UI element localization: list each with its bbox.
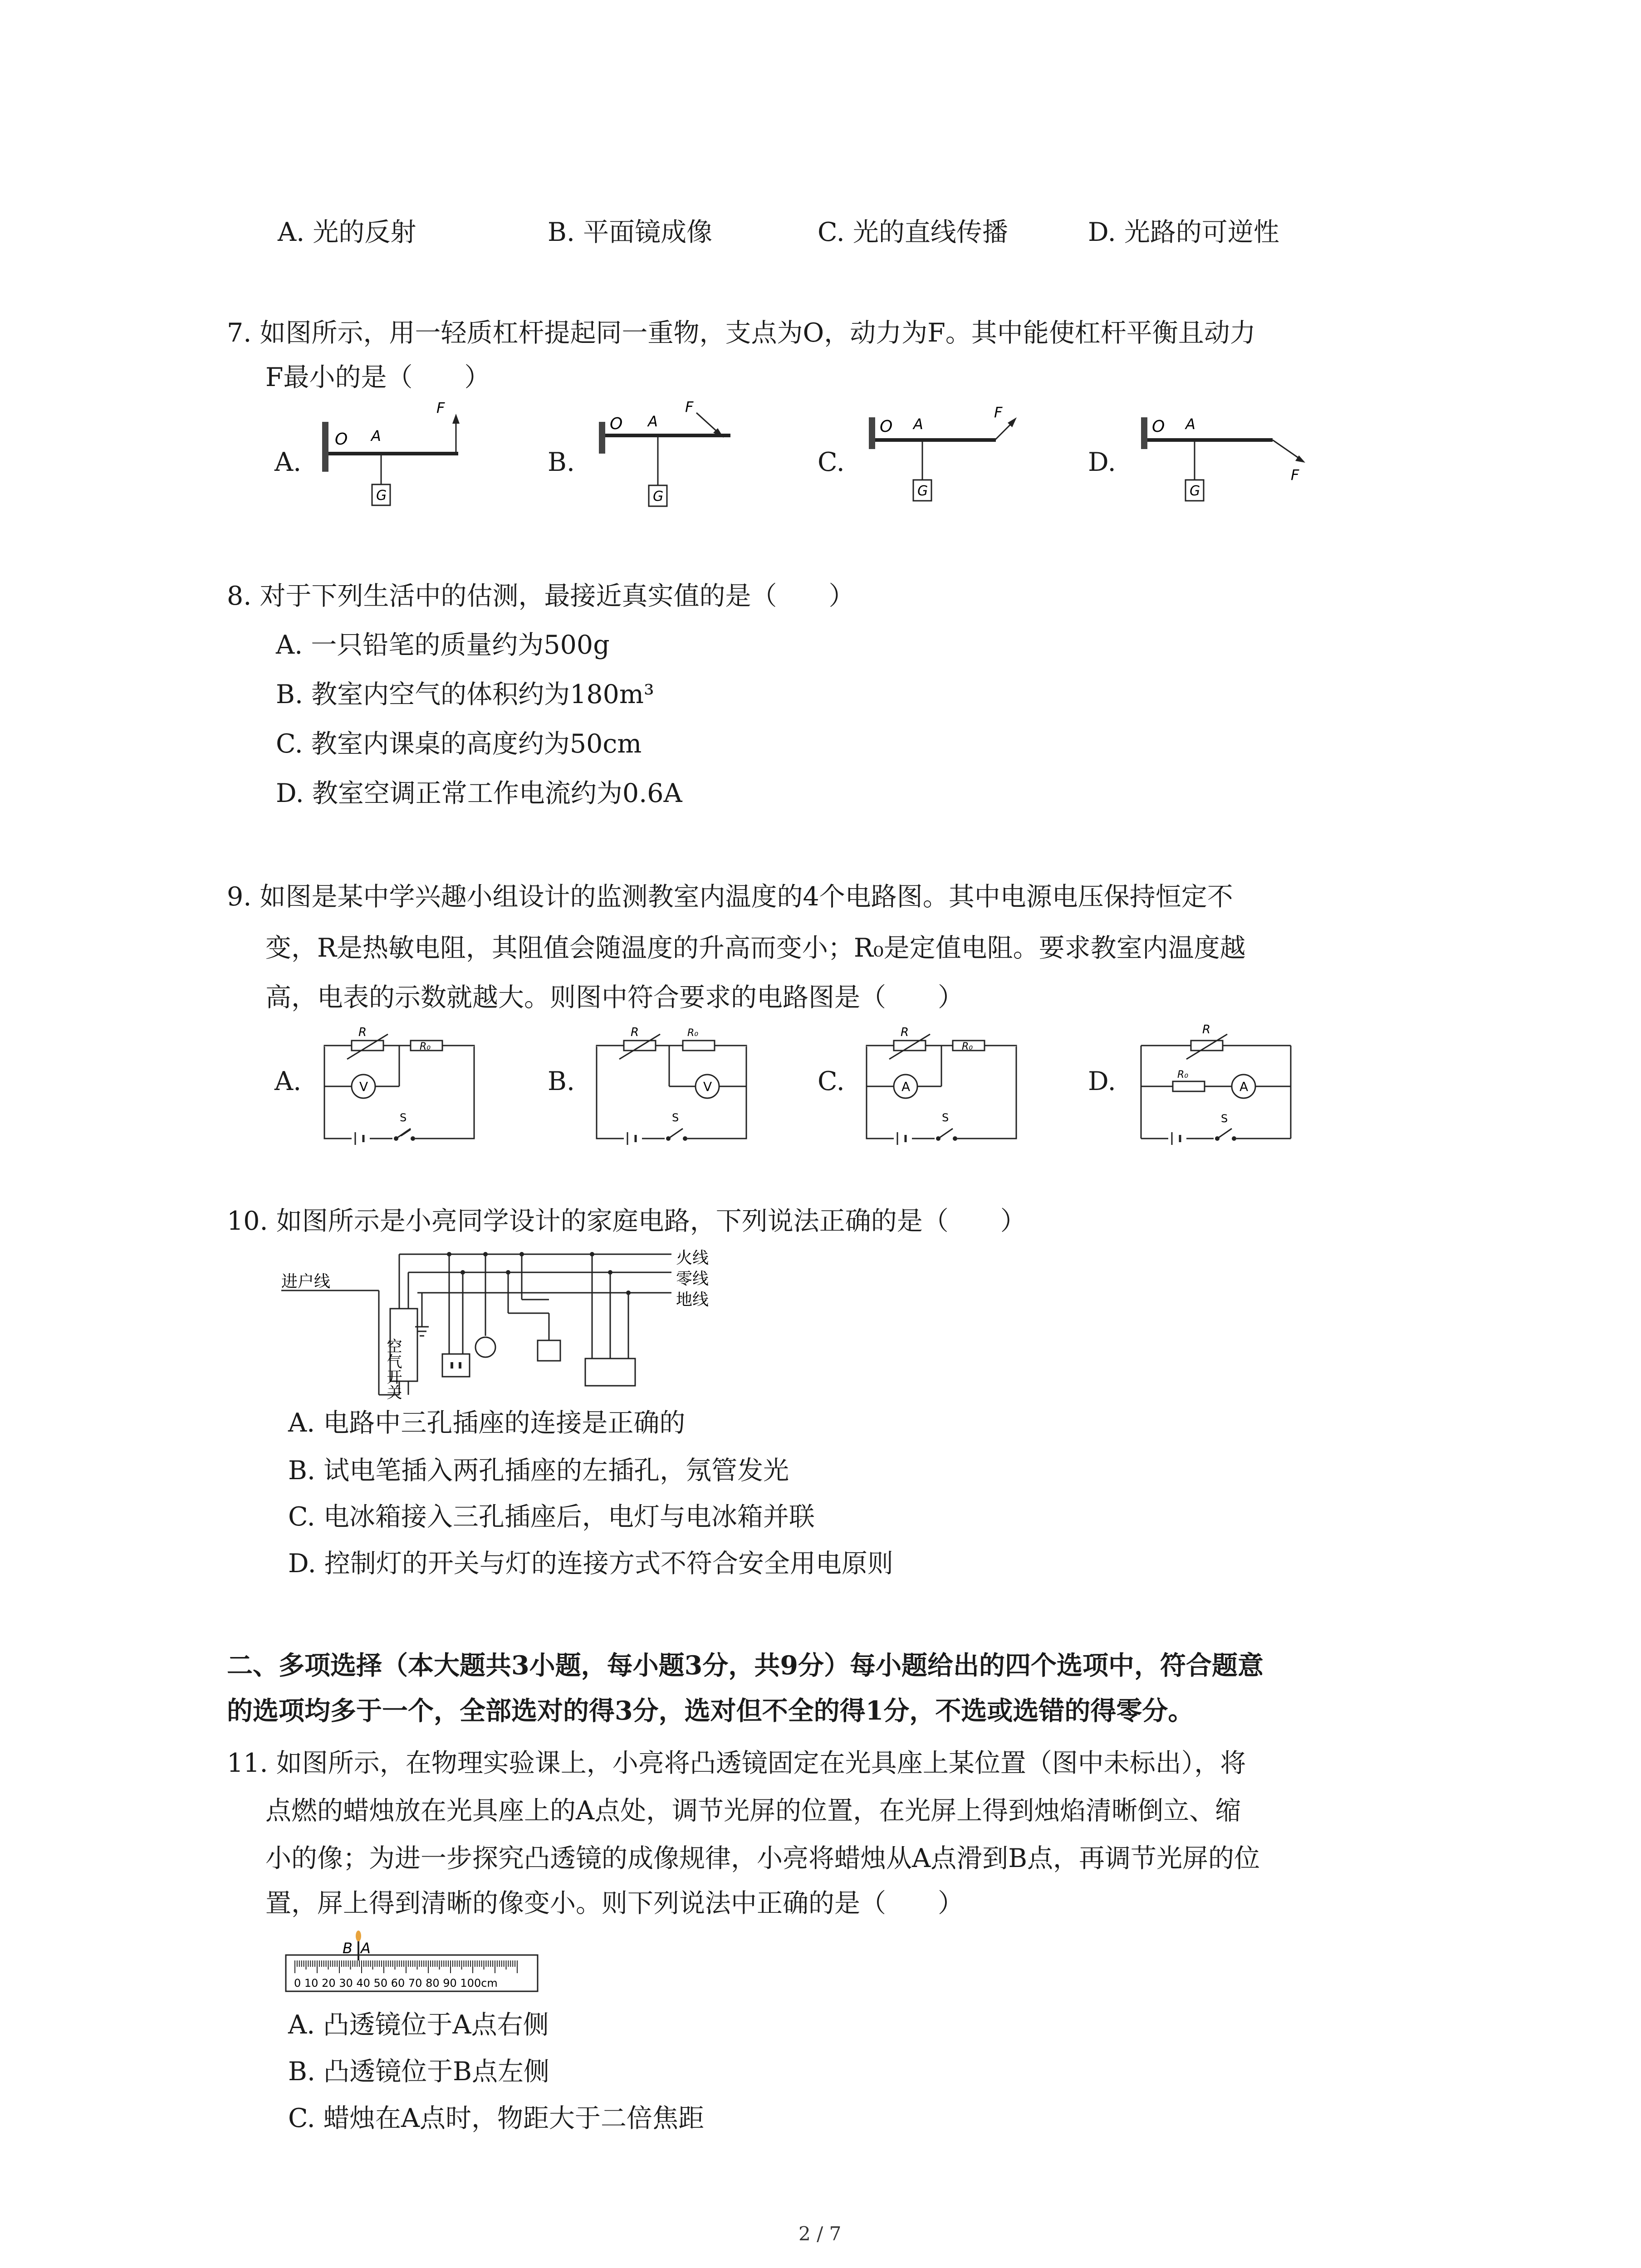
- resistor-label: R₀: [1177, 1069, 1189, 1080]
- voltmeter-label: V: [359, 1079, 368, 1094]
- q11-option-a: A. 凸透镜位于A点右侧: [288, 2010, 549, 2040]
- switch-label: S: [942, 1111, 949, 1124]
- q8-option-b: B. 教室内空气的体积约为180m³: [276, 679, 654, 709]
- q6-option-b: B. 平面镜成像: [548, 217, 713, 247]
- thermistor-label: R: [358, 1026, 367, 1039]
- pivot-label: O: [610, 415, 623, 433]
- q9-label-c: C.: [818, 1066, 845, 1096]
- q8-option-c: C. 教室内课桌的高度约为50cm: [276, 729, 642, 759]
- thermistor-label: R: [1202, 1023, 1211, 1036]
- resistor-label: R₀: [687, 1027, 699, 1039]
- thermistor-label: R: [631, 1026, 639, 1039]
- q9-label-b: B.: [548, 1066, 575, 1096]
- q11-stem-line4: 置，屏上得到清晰的像变小。则下列说法中正确的是（ ）: [265, 1888, 964, 1918]
- air-switch-label: 空气开关: [384, 1338, 402, 1400]
- point-b-label: B: [343, 1940, 353, 1957]
- q7-label-c: C.: [818, 447, 845, 477]
- q10-option-d: D. 控制灯的开关与灯的连接方式不符合安全用电原则: [288, 1549, 893, 1579]
- q7-label-b: B.: [548, 447, 575, 477]
- q11-stem-line1: 11. 如图所示，在物理实验课上，小亮将凸透镜固定在光具座上某位置（图中未标出），将: [227, 1748, 1246, 1778]
- circuit-figure-a: [320, 1025, 479, 1148]
- household-circuit-figure: [277, 1245, 730, 1408]
- q8-option-a: A. 一只铅笔的质量约为500g: [276, 630, 610, 660]
- live-wire-label: 火线: [676, 1249, 709, 1267]
- pivot-label: O: [1152, 417, 1165, 436]
- force-label: F: [685, 398, 694, 415]
- circuit-figure-d: [1136, 1016, 1300, 1148]
- neutral-wire-label: 零线: [676, 1270, 709, 1288]
- pivot-label: O: [880, 417, 893, 436]
- q8-stem: 8. 对于下列生活中的估测，最接近真实值的是（ ）: [227, 581, 855, 611]
- ammeter-label: A: [901, 1079, 911, 1094]
- switch-label: S: [672, 1111, 679, 1124]
- q9-label-d: D.: [1088, 1066, 1116, 1096]
- q11-stem-line3: 小的像；为进一步探究凸透镜的成像规律，小亮将蜡烛从A点滑到B点，再调节光屏的位: [265, 1843, 1260, 1873]
- scale-numbers: 0 10 20 30 40 50 60 70 80 90 100cm: [294, 1977, 498, 1989]
- q8-option-d: D. 教室空调正常工作电流约为0.6A: [276, 778, 682, 808]
- weight-label: G: [376, 488, 387, 503]
- q7-stem-line2: F最小的是（ ）: [265, 362, 490, 392]
- q9-stem-line1: 9. 如图是某中学兴趣小组设计的监测教室内温度的4个电路图。其中电源电压保持恒定不: [227, 882, 1233, 912]
- circuit-figure-b: [592, 1025, 751, 1148]
- q11-option-b: B. 凸透镜位于B点左侧: [288, 2057, 550, 2087]
- switch-label: S: [1221, 1112, 1228, 1125]
- q7-label-d: D.: [1088, 447, 1116, 477]
- thermistor-label: R: [901, 1026, 909, 1039]
- q7-stem-line1: 7. 如图所示，用一轻质杠杆提起同一重物，支点为O，动力为F。其中能使杠杆平衡且动力: [227, 318, 1256, 348]
- section2-heading-line1: 二、多项选择（本大题共3小题，每小题3分，共9分）每小题给出的四个选项中，符合题意: [227, 1650, 1264, 1681]
- point-a-label: A: [648, 413, 658, 430]
- optical-bench-figure: [281, 1928, 544, 2000]
- lever-figure-d: [1136, 404, 1332, 522]
- point-a-label: A: [1185, 415, 1195, 433]
- page-number: 2 / 7: [798, 2223, 842, 2245]
- q9-label-a: A.: [274, 1066, 302, 1096]
- point-a-label: A: [913, 415, 923, 433]
- q10-option-a: A. 电路中三孔插座的连接是正确的: [288, 1408, 686, 1438]
- resistor-label: R₀: [962, 1041, 973, 1052]
- q7-label-a: A.: [274, 447, 302, 477]
- weight-label: G: [917, 483, 928, 499]
- pivot-label: O: [335, 430, 348, 449]
- section2-heading-line2: 的选项均多于一个，全部选对的得3分，选对但不全的得1分，不选或选错的得零分。: [227, 1696, 1194, 1726]
- lever-figure-a: [318, 399, 467, 522]
- force-label: F: [994, 404, 1003, 421]
- lever-figure-b: [594, 398, 744, 522]
- entry-line-label: 进户线: [281, 1272, 331, 1291]
- weight-label: G: [653, 489, 664, 504]
- circuit-figure-c: [862, 1025, 1021, 1148]
- ground-wire-label: 地线: [676, 1290, 709, 1309]
- q11-option-c: C. 蜡烛在A点时，物距大于二倍焦距: [288, 2103, 704, 2133]
- q9-stem-line2: 变，R是热敏电阻，其阻值会随温度的升高而变小；R₀是定值电阻。要求教室内温度越: [265, 933, 1246, 963]
- force-label: F: [1291, 466, 1299, 484]
- q11-stem-line2: 点燃的蜡烛放在光具座上的A点处，调节光屏的位置，在光屏上得到烛焰清晰倒立、缩: [265, 1796, 1241, 1826]
- lever-figure-c: [864, 404, 1014, 522]
- q6-option-c: C. 光的直线传播: [818, 217, 1008, 247]
- q9-stem-line3: 高，电表的示数就越大。则图中符合要求的电路图是（ ）: [265, 982, 964, 1012]
- weight-label: G: [1190, 483, 1200, 499]
- q10-stem: 10. 如图所示是小亮同学设计的家庭电路，下列说法正确的是（ ）: [227, 1206, 1026, 1236]
- voltmeter-label: V: [703, 1079, 712, 1094]
- ammeter-label: A: [1239, 1079, 1249, 1094]
- resistor-label: R₀: [420, 1041, 431, 1052]
- q10-option-c: C. 电冰箱接入三孔插座后，电灯与电冰箱并联: [288, 1502, 815, 1532]
- point-a-label: A: [361, 1940, 371, 1957]
- q6-option-d: D. 光路的可逆性: [1088, 217, 1279, 247]
- q10-option-b: B. 试电笔插入两孔插座的左插孔，氖管发光: [288, 1456, 789, 1486]
- point-a-label: A: [371, 427, 381, 445]
- force-label: F: [436, 399, 445, 416]
- q6-option-a: A. 光的反射: [278, 217, 416, 247]
- switch-label: S: [400, 1111, 407, 1124]
